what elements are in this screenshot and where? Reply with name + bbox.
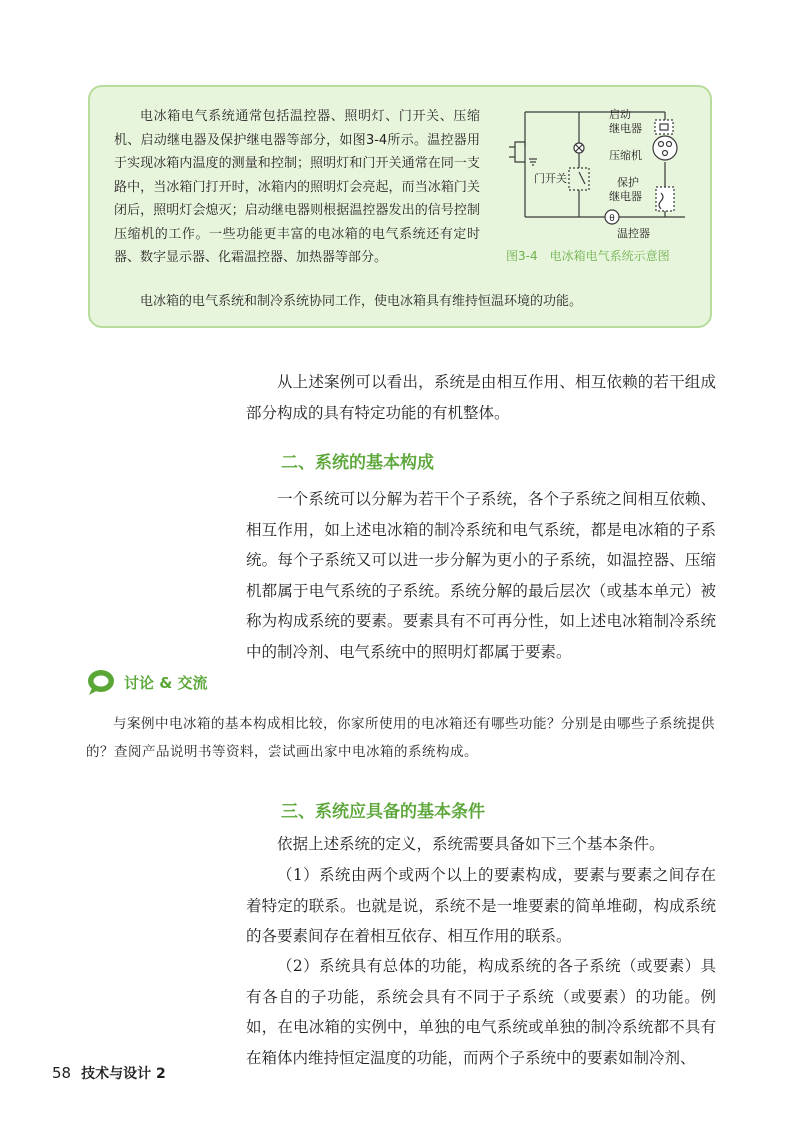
compressor-label: 压缩机 <box>609 149 642 162</box>
section-heading: 三、系统应具备的基本条件 <box>281 802 485 822</box>
section-paragraph: 依据上述系统的定义，系统需要具备如下三个基本条件。 <box>277 835 665 853</box>
circuit-diagram <box>505 102 705 252</box>
figure-number: 图3-4 <box>506 249 538 263</box>
section-paragraph: （1）系统由两个或两个以上的要素构成，要素与要素之间存在着特定的联系。也就是说，系统不是一堆要素的简单堆砌，构成系统的各要素间存在着相互依存、相互作用的联系。 <box>246 866 716 945</box>
plug-icon <box>509 142 537 165</box>
section-heading: 二、系统的基本构成 <box>281 453 434 473</box>
intro-paragraph: 从上述案例可以看出，系统是由相互作用、相互依赖的若干组成部分构成的具有特定功能的有机整体。 <box>246 373 716 422</box>
page-footer <box>52 1063 166 1083</box>
lamp-icon <box>574 143 584 153</box>
compressor-icon <box>653 136 677 160</box>
box-paragraph: 电冰箱电气系统通常包括温控器、照明灯、门开关、压缩机、启动继电器及保护继电器等部分，如图3-4所示。温控器用于实现冰箱内温度的测量和控制；照明灯和门开关通常在同一支路中，当冰箱门打开时，冰箱内的照明灯会亮起，而当冰箱门关闭后，照明灯会熄灭；启动继电器则根据温控器发出的信号控制压缩机的工作。一些功能更丰富的电冰箱的电气系统还有定时器、数字显示器、化霜温控器、加热器等部分。 <box>114 109 480 265</box>
info-box <box>88 85 712 328</box>
discussion-title: 讨论 & 交流 <box>124 673 208 692</box>
door-switch-icon <box>569 168 589 190</box>
theta-label: θ <box>609 214 615 224</box>
figure-caption-text: 电冰箱电气系统示意图 <box>549 249 670 263</box>
discussion-text: 与案例中电冰箱的基本构成相比较，你家所使用的电冰箱还有哪些功能？分别是由哪些子系统提供的？查阅产品说明书等资料，尝试画出家中电冰箱的系统构成。 <box>86 716 715 760</box>
speech-bubble-icon <box>86 668 116 696</box>
section-paragraph: 一个系统可以分解为若干个子系统，各个子系统之间相互依赖、相互作用，如上述电冰箱的制冷系统和电气系统，都是电冰箱的子系统。每个子系统又可以进一步分解为更小的子系统，如温控器、压缩机都属于电气系统的子系统。系统分解的最后层次（或基本单元）被称为构成系统的要素。要素具有不可再分性，如上述电冰箱制冷系统中的制冷剂、电气系统中的照明灯都属于要素。 <box>246 490 716 661</box>
box-paragraph: 电冰箱的电气系统和制冷系统协同工作，使电冰箱具有维持恒温环境的功能。 <box>140 294 583 309</box>
start-relay-label: 继电器 <box>609 122 642 135</box>
start-relay-icon <box>655 120 673 134</box>
page-number: 58 <box>52 1064 72 1082</box>
thermostat-label: 温控器 <box>617 227 650 240</box>
figure-caption <box>506 247 706 264</box>
start-relay-label: 启动 <box>609 108 631 121</box>
section-paragraph: （2）系统具有总体的功能，构成系统的各子系统（或要素）具有各自的子功能，系统会具有不同于子系统（或要素）的功能。例如，在电冰箱的实例中，单独的电气系统或单独的制冷系统都不具有在箱体内维持恒定温度的功能，而两个子系统中的要素如制冷剂、 <box>246 957 716 1067</box>
book-title: 技术与设计 2 <box>81 1066 166 1082</box>
protect-relay-label: 保护 <box>617 176 639 189</box>
discussion-header <box>86 668 208 696</box>
protect-relay-icon <box>656 187 674 211</box>
protect-relay-label: 继电器 <box>609 190 642 203</box>
door-switch-label: 门开关 <box>534 172 567 185</box>
